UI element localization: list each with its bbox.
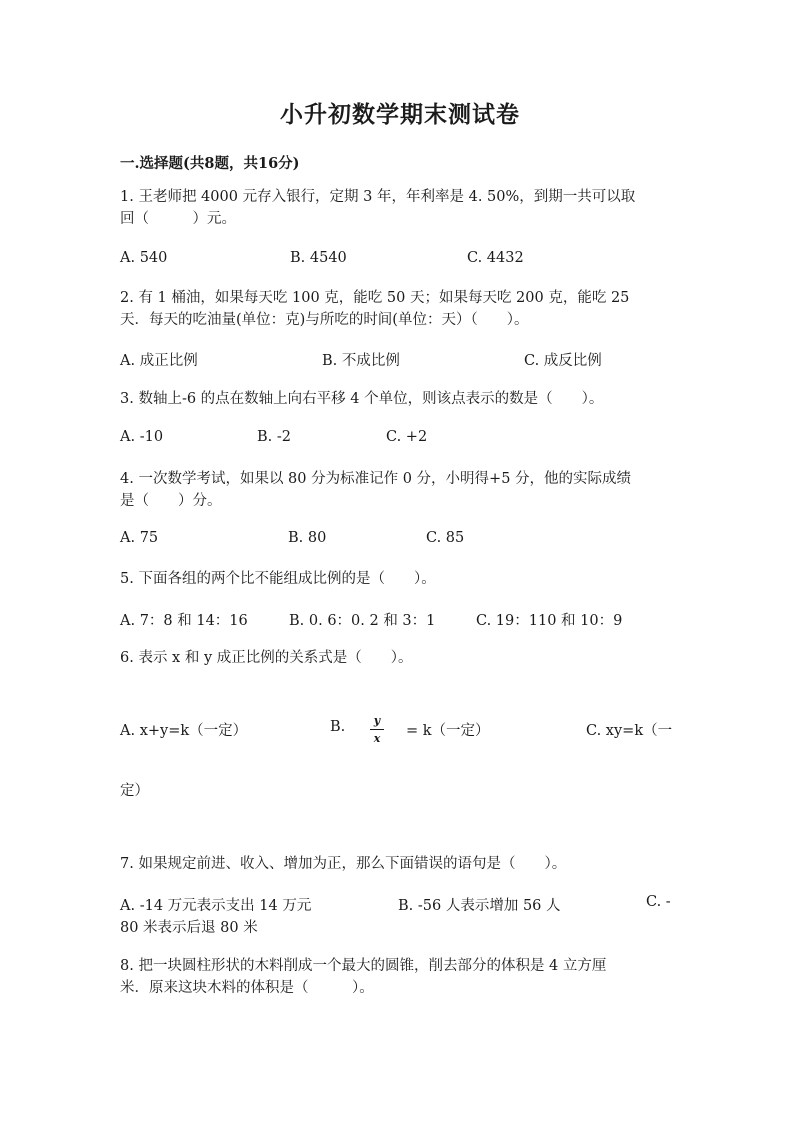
question-1-line-2: 回（ ）元。: [120, 211, 236, 227]
question-2-line-2: 天．每天的吃油量(单位：克)与所吃的时间(单位：天）（ ）。: [120, 312, 529, 328]
question-8-line-2: 米．原来这块木料的体积是（ ）。: [120, 980, 374, 996]
question-1-option-a: A. 540: [120, 250, 168, 266]
question-8-line-1: 8. 把一块圆柱形状的木料削成一个最大的圆锥，削去部分的体积是 4 立方厘: [120, 958, 607, 974]
question-3-option-a: A. -10: [120, 429, 164, 445]
question-6: [120, 647, 665, 669]
question-5-line-1: 5. 下面各组的两个比不能组成比例的是（ ）。: [120, 571, 436, 587]
fraction-denominator: x: [373, 732, 381, 745]
question-7-option-b: B. -56 人表示增加 56 人: [398, 898, 561, 914]
question-4-option-a: A. 75: [120, 530, 159, 546]
question-6-option-a: A. x+y=k（一定）: [120, 723, 248, 739]
question-4: [120, 468, 665, 512]
question-6-option-b-rest: = k（一定）: [406, 723, 490, 739]
question-7-option-c: C. -: [646, 894, 671, 910]
question-4-option-c: C. 85: [426, 530, 465, 546]
section-heading: 一.选择题(共8题，共16分): [120, 155, 300, 172]
question-2-line-1: 2. 有 1 桶油，如果每天吃 100 克，能吃 50 天；如果每天吃 200 克，能吃 25: [120, 290, 630, 306]
question-1: [120, 186, 665, 230]
question-7-line-1: 7. 如果规定前进、收入、增加为正，那么下面错误的语句是（ ）。: [120, 856, 567, 872]
question-3-line-1: 3. 数轴上-6 的点在数轴上向右平移 4 个单位，则该点表示的数是（ ）。: [120, 391, 604, 407]
question-7: [120, 853, 665, 875]
question-4-line-1: 4. 一次数学考试，如果以 80 分为标准记作 0 分，小明得+5 分，他的实际成绩: [120, 471, 632, 487]
question-3-option-c: C. +2: [386, 429, 428, 445]
question-4-line-2: 是（ ）分。: [120, 493, 222, 509]
question-7-option-c-cont: 80 米表示后退 80 米: [120, 920, 258, 936]
question-4-option-b: B. 80: [288, 530, 327, 546]
question-5: [120, 568, 665, 590]
question-7-option-a: A. -14 万元表示支出 14 万元: [120, 898, 312, 914]
question-2-option-c: C. 成反比例: [524, 353, 602, 369]
question-1-option-c: C. 4432: [467, 250, 524, 266]
question-1-line-1: 1. 王老师把 4000 元存入银行，定期 3 年，年利率是 4. 50%，到期一共可以取: [120, 189, 636, 205]
fraction-y-over-x: [370, 714, 384, 745]
question-5-option-c: C. 19：110 和 10：9: [476, 613, 623, 629]
question-3-option-b: B. -2: [257, 429, 291, 445]
question-8: [120, 955, 665, 999]
question-6-option-c-cont: 定）: [120, 783, 149, 799]
question-2: [120, 287, 665, 331]
question-6-line-1: 6. 表示 x 和 y 成正比例的关系式是（ ）。: [120, 650, 413, 666]
page-title: 小升初数学期末测试卷: [280, 101, 520, 128]
question-5-option-a: A. 7：8 和 14：16: [120, 613, 248, 629]
question-5-option-b: B. 0. 6：0. 2 和 3：1: [289, 613, 436, 629]
question-6-option-c: C. xy=k（一: [586, 723, 673, 739]
question-2-option-a: A. 成正比例: [120, 353, 198, 369]
question-2-option-b: B. 不成比例: [322, 353, 400, 369]
question-3: [120, 388, 665, 410]
question-6-option-b: B.: [330, 719, 346, 735]
fraction-bar: [370, 729, 384, 730]
question-1-option-b: B. 4540: [290, 250, 347, 266]
fraction-numerator: y: [373, 714, 381, 727]
